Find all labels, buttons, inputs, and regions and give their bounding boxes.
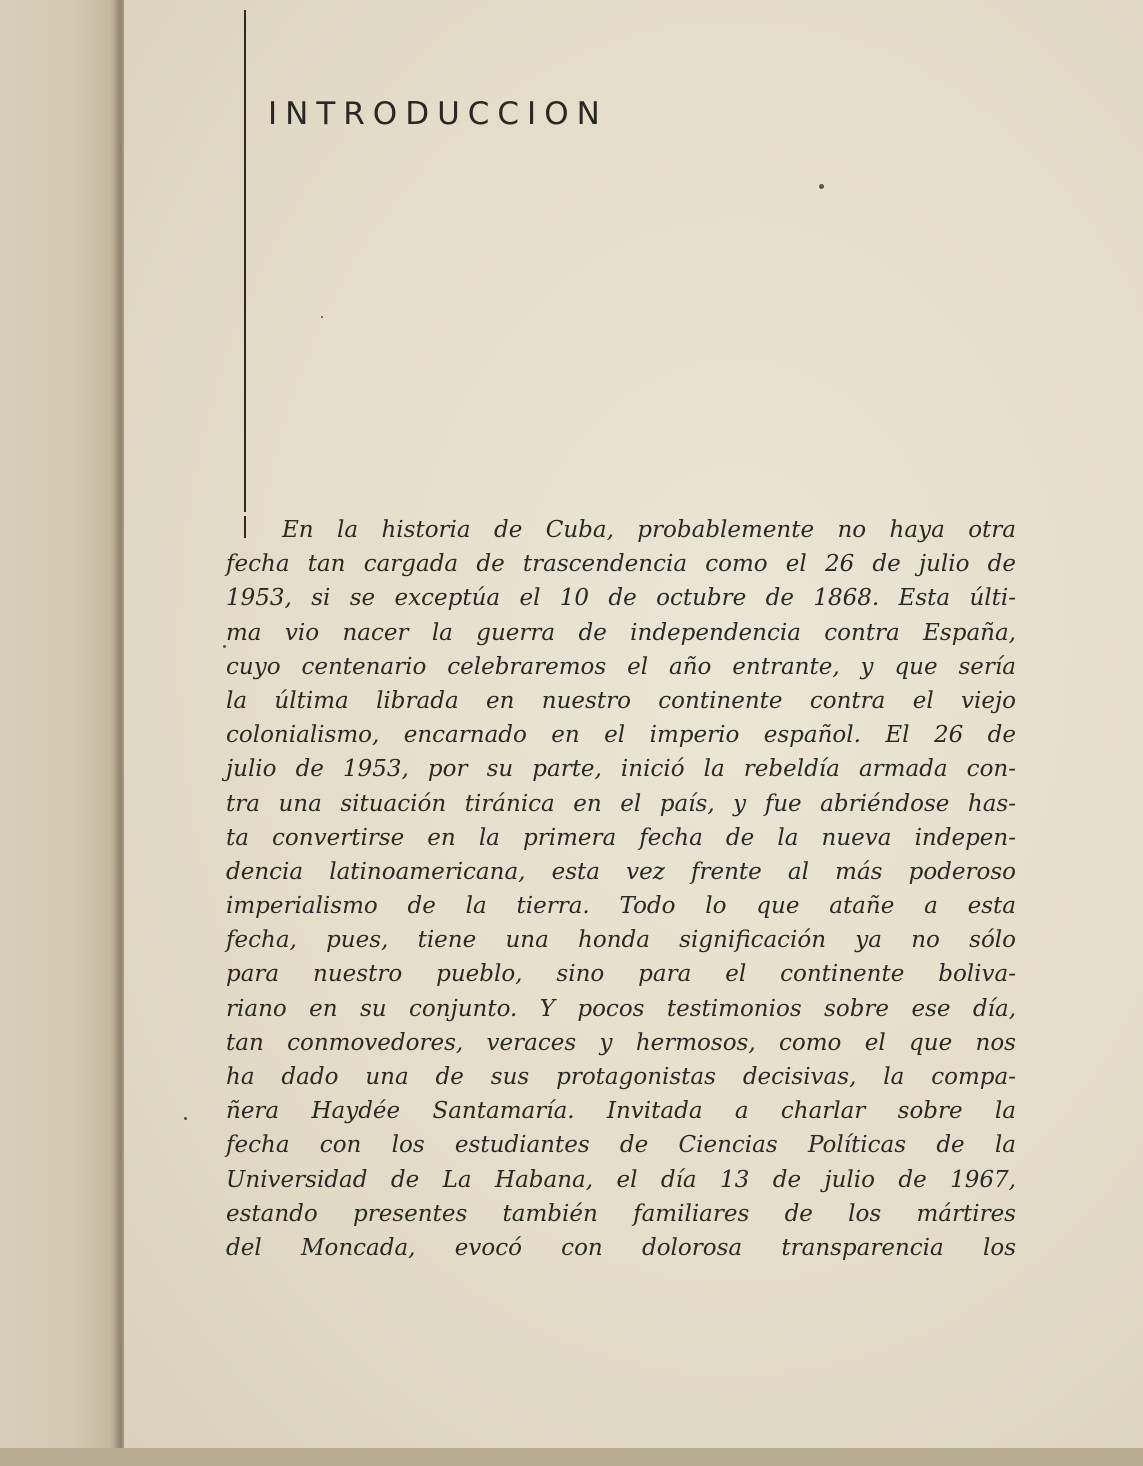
body-text <box>226 513 1016 1265</box>
text-line: del Moncada, evocó con dolorosa transparencia los <box>226 1234 1016 1261</box>
text-line: 1953, si se exceptúa el 10 de octubre de 1868. Esta últi- <box>226 585 1016 612</box>
text-line: la última librada en nuestro continente contra el viejo <box>226 687 1016 714</box>
text-line: tan conmovedores, veraces y hermosos, como el que nos <box>226 1029 1016 1056</box>
text-line: dencia latinoamericana, esta vez frente al más poderoso <box>226 858 1016 885</box>
page-bottom-edge <box>0 1448 1143 1466</box>
text-line: julio de 1953, por su parte, inició la rebeldía armada con- <box>226 756 1016 783</box>
text-line: ñera Haydée Santamaría. Invitada a charlar sobre la <box>226 1098 1016 1125</box>
text-line: Universidad de La Habana, el día 13 de julio de 1967, <box>226 1166 1016 1193</box>
text-line: fecha tan cargada de trascendencia como el 26 de julio de <box>226 551 1016 578</box>
text-line: ha dado una de sus protagonistas decisivas, la compa- <box>226 1064 1016 1090</box>
text-line: fecha, pues, tiene una honda significación ya no sólo <box>226 927 1016 954</box>
text-line: estando presentes también familiares de los mártires <box>226 1200 1016 1227</box>
paper-speck <box>184 1117 187 1120</box>
text-line: fecha con los estudiantes de Ciencias Políticas de la <box>226 1132 1016 1159</box>
paper-speck <box>321 316 323 318</box>
text-line: En la historia de Cuba, probablemente no haya otra <box>282 517 1016 543</box>
text-line: imperialismo de la tierra. Todo lo que atañe a esta <box>226 893 1016 920</box>
vertical-rule <box>244 10 246 512</box>
text-line: cuyo centenario celebraremos el año entrante, y que sería <box>226 653 1016 680</box>
facing-page-edge <box>0 0 122 1466</box>
text-line: tra una situación tiránica en el país, y fue abriéndose has- <box>226 790 1016 817</box>
chapter-heading: INTRODUCCION <box>268 96 608 132</box>
text-line: ma vio nacer la guerra de independencia contra España, <box>226 619 1016 646</box>
text-line: riano en su conjunto. Y pocos testimonios sobre ese día, <box>226 995 1016 1022</box>
paper-speck <box>819 184 824 189</box>
text-line: colonialismo, encarnado en el imperio español. El 26 de <box>226 722 1016 749</box>
paper-speck <box>223 645 226 648</box>
text-line: ta convertirse en la primera fecha de la nueva indepen- <box>226 824 1016 851</box>
text-line: para nuestro pueblo, sino para el continente boliva- <box>226 961 1016 988</box>
